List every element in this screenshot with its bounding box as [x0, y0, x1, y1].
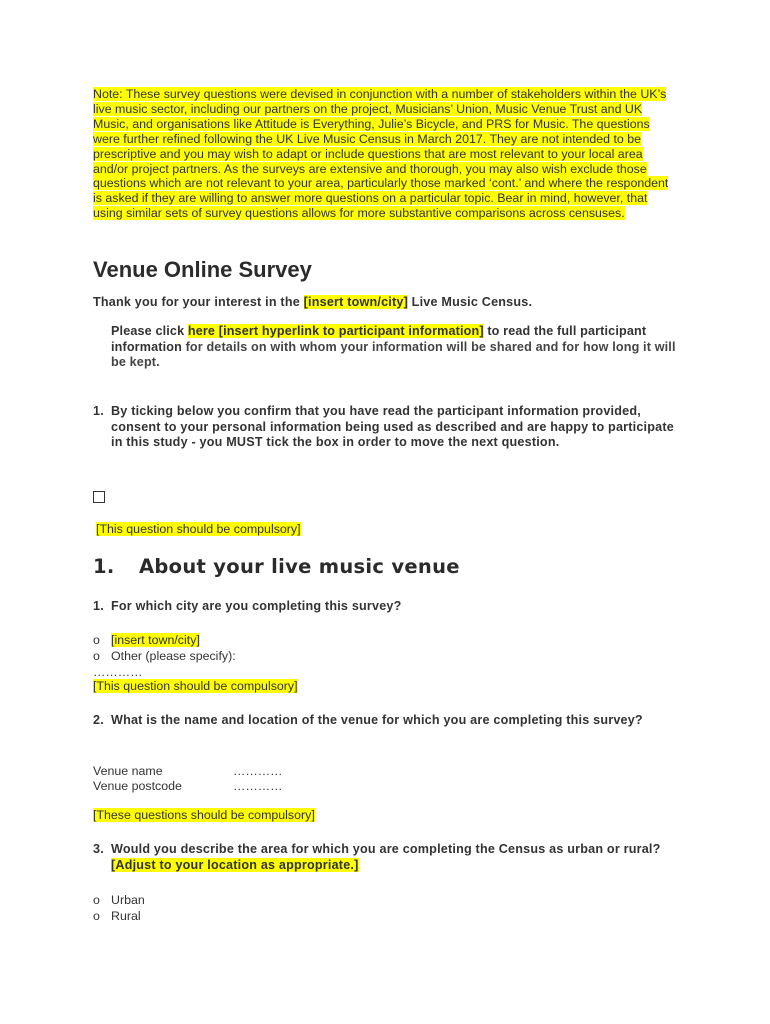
q1-compulsory-note	[93, 679, 298, 693]
q3-option-urban[interactable]	[93, 893, 145, 907]
q3-option-bullet: o	[93, 893, 100, 907]
participant-info-paragraph	[111, 324, 681, 371]
q3-number: 3.	[93, 842, 104, 856]
section-number: 1.	[93, 555, 115, 578]
q1-option-town-label: [insert town/city]	[111, 633, 200, 647]
q2-compulsory-text: [These questions should be compulsory]	[93, 808, 315, 822]
thanks-after: Live Music Census.	[407, 295, 533, 309]
question-venue	[93, 713, 653, 729]
consent-compulsory-text: [This question should be compulsory]	[96, 522, 301, 536]
section-heading	[93, 555, 460, 578]
q3-option-bullet: o	[93, 909, 100, 923]
q3-text: Would you describe the area for which you are completing the Census as urban or rural?	[111, 842, 661, 856]
venue-postcode-label: Venue postcode	[93, 779, 182, 793]
participant-info-link[interactable]: here [insert hyperlink to participant information]	[187, 324, 484, 338]
q1-text: For which city are you completing this survey?	[111, 599, 402, 613]
q3-option-rural-label: Rural	[111, 909, 141, 923]
q1-number: 1.	[93, 599, 104, 613]
q2-compulsory-note	[93, 808, 315, 822]
please-after-1: to read the full participant information	[111, 324, 647, 354]
q3-option-rural[interactable]	[93, 909, 141, 923]
editor-note	[93, 87, 678, 221]
q2-number: 2.	[93, 713, 104, 727]
venue-name-label: Venue name	[93, 764, 163, 778]
q1-option-town[interactable]	[93, 633, 200, 647]
q1-option-other[interactable]	[93, 649, 236, 663]
please-before: Please click	[111, 324, 188, 338]
consent-question	[93, 404, 678, 451]
venue-postcode-field[interactable]	[93, 779, 283, 793]
document-page	[93, 87, 678, 923]
consent-text: By ticking below you confirm that you have read the participant information provided, consent to your personal information being used as described and are happy to participate in this study - you MUST tick the box in order to move the next question.	[111, 404, 674, 449]
venue-name-field[interactable]	[93, 764, 283, 778]
town-placeholder: [insert town/city]	[303, 295, 408, 309]
q1-option-other-label: Other (please specify):	[111, 649, 236, 663]
q1-option-bullet: o	[93, 649, 100, 663]
consent-number: 1.	[93, 404, 104, 418]
q3-option-urban-label: Urban	[111, 893, 145, 907]
thanks-line	[93, 295, 532, 309]
question-urban-rural	[93, 842, 678, 873]
q1-option-bullet: o	[93, 633, 100, 647]
q1-other-blank[interactable]: …………	[93, 665, 143, 679]
question-city	[93, 599, 678, 615]
section-title: About your live music venue	[139, 555, 460, 578]
consent-checkbox[interactable]	[93, 491, 105, 503]
q1-compulsory-text: [This question should be compulsory]	[93, 679, 298, 693]
page-title: Venue Online Survey	[93, 257, 312, 282]
venue-postcode-value[interactable]: …………	[233, 779, 283, 793]
thanks-before: Thank you for your interest in the	[93, 295, 304, 309]
venue-name-value[interactable]: …………	[233, 764, 283, 778]
editor-note-text: Note: These survey questions were devised in conjunction with a number of stakeholders within the UK’s live music sector, including our partners on the project, Musicians’ Union, Music Venue Trust and UK Music, and organisations like Attitude is Everything, Julie’s Bicycle, and PRS for Music. The questions were further refined following the UK Live Music Census in March 2017. They are not intended to be prescriptive and you may wish to adapt or include questions that are most relevant to your local area and/or project partners. As the surveys are extensive and thorough, you may also wish exclude those questions which are not relevant to your area, particularly those marked ‘cont.’ and where the respondent is asked if they are willing to answer more questions on a particular topic. Bear in mind, however, that using similar sets of survey questions allows for more substantive comparisons across censuses.	[93, 87, 669, 221]
q2-text: What is the name and location of the venue for which you are completing this survey?	[111, 713, 643, 727]
please-after-2: for details on with whom your information will be shared and for how long it will be kept.	[111, 339, 676, 369]
q3-highlight: [Adjust to your location as appropriate.]	[111, 857, 359, 872]
q3-text-wrap	[111, 842, 678, 873]
consent-compulsory-note	[96, 522, 301, 536]
